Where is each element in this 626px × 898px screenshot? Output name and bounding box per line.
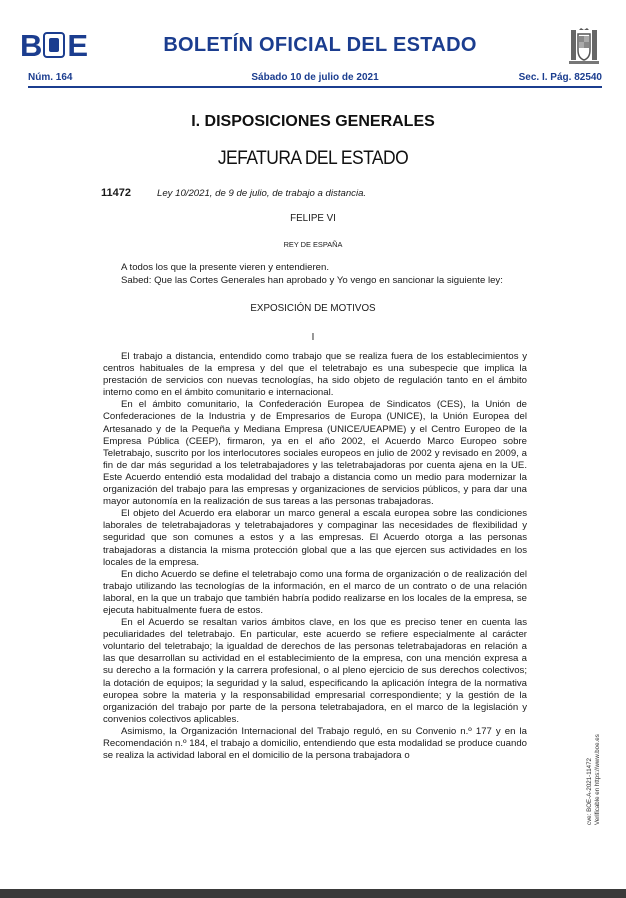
- issue-number: Núm. 164: [28, 72, 73, 83]
- logo-letter-e: E: [67, 28, 88, 63]
- paragraph: En el ámbito comunitario, la Confederación Europea de Sindicatos (CES), la Unión de Confederaciones de la Industria y de Empresarios de Europa (UNICE), la Unión Europea del Artesanado y de la Pequeña y Mediana Empresa (UNICE/UEAPME) y el Centro Europeo de la Empresa Pública (CEEP), firmaron, ya en el año 2002, el Acuerdo Marco Europeo sobre Teletrabajo, suscrito por los interlocutores sociales europeos en julio de 2002 y revisado en 2009, a fin de dar más seguridad a los teletrabajadores y las teletrabajadoras por cuenta ajena en la UE. Este Acuerdo entendió esta modalidad del trabajo a distancia como un medio para modernizar la organización del trabajo para las empresas y organizaciones de servicios públicos, y para dar una mayor autonomía en la realización de sus tareas a las personas trabajadoras.: [103, 399, 527, 508]
- cve-code: cve: BOE-A-2021-11472: [586, 758, 593, 825]
- publication-title: BOLETÍN OFICIAL DEL ESTADO: [163, 34, 477, 56]
- organization-title: JEFATURA DEL ESTADO: [217, 148, 409, 169]
- exposition-title: EXPOSICIÓN DE MOTIVOS: [250, 303, 376, 314]
- disposition-title: Ley 10/2021, de 9 de julio, de trabajo a distancia.: [157, 188, 367, 199]
- logo-seal-icon: [43, 32, 65, 58]
- paragraph: En dicho Acuerdo se define el teletrabajo como una forma de organización o de realización del trabajo utilizando las tecnologías de la información, en el marco de un contrato o de una relación laboral, en la que un trabajo que también habría podido realizarse en los locales de la empresa, se ejecuta habitualmente fuera de estos.: [103, 568, 527, 616]
- logo-letter-b: B: [20, 28, 42, 63]
- section-title: I. DISPOSICIONES GENERALES: [191, 113, 435, 130]
- verification-url[interactable]: Verificable en https://www.boe.es: [594, 734, 601, 825]
- paragraph: En el Acuerdo se resaltan varios ámbitos clave, en los que es preciso tener en cuenta las peculiaridades del teletrabajo. En particular, este acuerdo se refiere especialmente al carácter voluntario del teletrabajo; la igualdad de derechos de las personas teletrabajadoras en relación a las que desarrollan su actividad en el establecimiento de la empresa, con una mención expresa a su derecho a la formación y la carrera profesional, o al pleno ejercicio de sus derechos colectivos; la dotación de equipos; la seguridad y la salud, especificando la aplicación íntegra de la normativa europea sobre la materia y la responsabilidad empresarial correspondiente; y la gestión de la organización del trabajo por parte de la persona teletrabajadora, en el marco de la legislación y convenios colectivos aplicables.: [103, 617, 527, 725]
- king-title: REY DE ESPAÑA: [283, 240, 343, 249]
- intro-line-1: A todos los que la presente vieren y entendieren.: [121, 262, 330, 273]
- verification-note: [586, 734, 602, 825]
- paragraph: El trabajo a distancia, entendido como trabajo que se realiza fuera de los establecimientos y centros habituales de la empresa y del que el teletrabajo es una subespecie que implica la prestación de servicios con nuevas tecnologías, ha sido objeto de regulación tanto en el ámbito interno como en el ámbito comunitario e internacional.: [103, 351, 527, 399]
- body-text: [103, 351, 527, 762]
- header-rule: [28, 86, 602, 88]
- paragraph: Asimismo, la Organización Internacional del Trabajo reguló, en su Convenio n.º 177 y en la Recomendación n.º 184, el trabajo a domicilio, entendiendo que esta modalidad se produce cuando se realiza la actividad laboral en el domicilio de la persona trabajadora o: [103, 725, 527, 762]
- chapter-numeral: I: [311, 332, 315, 343]
- boe-logo: [20, 28, 88, 63]
- viewer-bottom-bar: [0, 889, 626, 898]
- king-name: FELIPE VI: [290, 213, 336, 224]
- coat-of-arms-icon: [567, 28, 601, 66]
- disposition-number: 11472: [101, 187, 131, 199]
- section-page: Sec. I. Pág. 82540: [518, 72, 602, 83]
- intro-line-2: Sabed: Que las Cortes Generales han aprobado y Yo vengo en sancionar la siguiente ley:: [121, 275, 503, 286]
- issue-date: Sábado 10 de julio de 2021: [251, 72, 379, 83]
- paragraph: El objeto del Acuerdo era elaborar un marco general a escala europea sobre las condiciones laborales de teletrabajadoras y teletrabajadores y compaginar las necesidades de flexibilidad y seguridad que son comunes a estos y a las empresas. El Acuerdo otorga a las personas trabajadoras a distancia la misma protección global que a las que ejercen sus actividades en los locales de la empresa.: [103, 508, 527, 568]
